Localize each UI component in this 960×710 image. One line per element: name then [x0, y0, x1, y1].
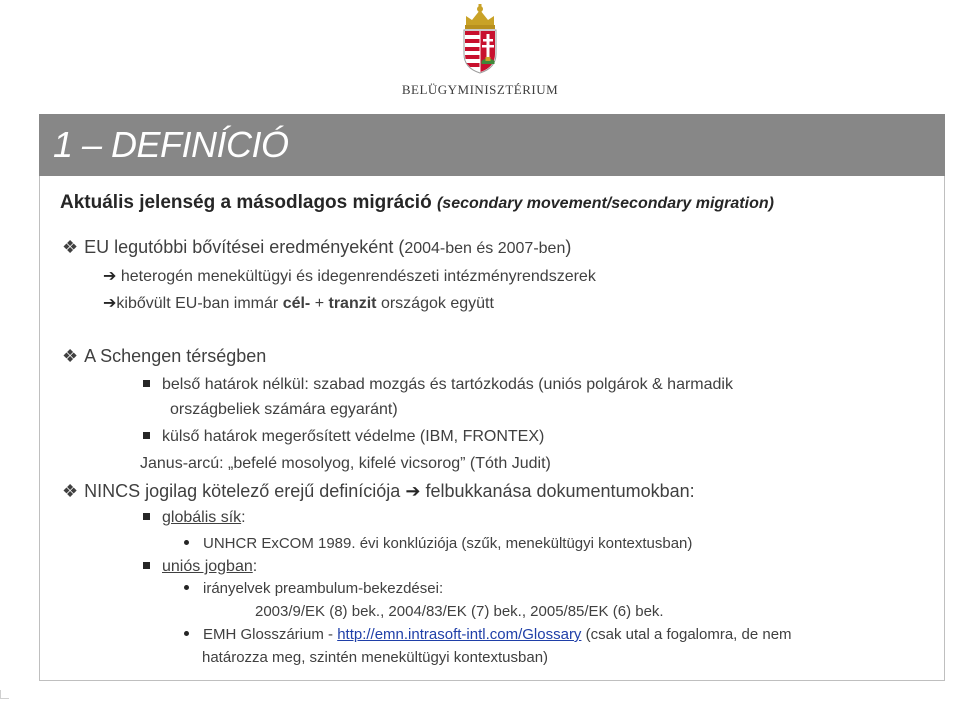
section3-global-label: globális sík: — [143, 509, 246, 527]
section3-eu-item-2-cont: határozza meg, szintén menekültügyi kontextusban) — [202, 649, 549, 666]
section3-global-item: UNHCR ExCOM 1989. évi konklúziója (szűk, menekültügyi kontextusban) — [184, 535, 692, 552]
diamond-bullet-icon: ❖ — [62, 346, 79, 366]
emn-glossary-link[interactable]: http://emn.intrasoft-intl.com/Glossary — [337, 626, 582, 643]
section3-eu-label: uniós jogban: — [143, 558, 257, 576]
square-bullet-icon — [143, 562, 150, 569]
section2-item-1: belső határok nélkül: szabad mozgás és tartózkodás (uniós polgárok & harmadik — [143, 376, 733, 394]
square-bullet-icon — [143, 432, 150, 439]
subtitle-italic: (secondary movement/secondary migration) — [436, 195, 774, 212]
section2-item-1-cont: országbeliek számára egyaránt) — [170, 401, 398, 418]
round-bullet-icon — [184, 585, 189, 590]
arrow-right-icon: ➔ — [103, 295, 117, 312]
section1-heading: ❖ EU legutóbbi bővítései eredményeként (2004-ben és 2007-ben) — [62, 237, 572, 257]
subtitle-main: Aktuális jelenség a másodlagos migráció — [60, 192, 432, 213]
section3-heading: ❖ NINCS jogilag kötelező erejű definíciója ➔ felbukkanása dokumentumokban: — [62, 481, 695, 501]
square-bullet-icon — [143, 380, 150, 387]
section3-eu-item-1-refs: 2003/9/EK (8) bek., 2004/83/EK (7) bek., 2005/85/EK (6) bek. — [255, 603, 664, 620]
slide-title: 1 – DEFINÍCIÓ — [53, 124, 289, 165]
round-bullet-icon — [184, 540, 189, 545]
slide-corner-mark — [0, 690, 9, 699]
diamond-bullet-icon: ❖ — [62, 481, 79, 501]
square-bullet-icon — [143, 513, 150, 520]
coat-of-arms-icon — [457, 4, 503, 74]
section2-item-2: külső határok megerősített védelme (IBM, FRONTEX) — [143, 428, 544, 446]
arrow-right-icon: ➔ — [103, 268, 121, 285]
section1-arrow-item-2: ➔kibővült EU-ban immár cél- + tranzit országok együtt — [103, 295, 494, 312]
diamond-bullet-icon: ❖ — [62, 237, 79, 257]
ministry-logo — [395, 4, 565, 104]
ministry-name: BELÜGYMINISZTÉRIUM — [401, 82, 559, 97]
title-bar — [39, 114, 945, 176]
round-bullet-icon — [184, 631, 189, 636]
section2-quote: Janus-arcú: „befelé mosolyog, kifelé vicsorog” (Tóth Judit) — [140, 455, 551, 472]
section3-eu-item-2: EMH Glosszárium - http://emn.intrasoft-intl.com/Glossary (csak utal a fogalomra, de nem — [184, 626, 792, 643]
section2-heading: ❖ A Schengen térségben — [62, 346, 267, 366]
section1-arrow-item-1: ➔ heterogén menekültügyi és idegenrendészeti intézményrendszerek — [103, 268, 596, 285]
arrow-right-icon: ➔ — [405, 481, 421, 501]
section3-eu-item-1: irányelvek preambulum-bekezdései: — [184, 580, 443, 597]
slide-subtitle — [60, 192, 774, 214]
